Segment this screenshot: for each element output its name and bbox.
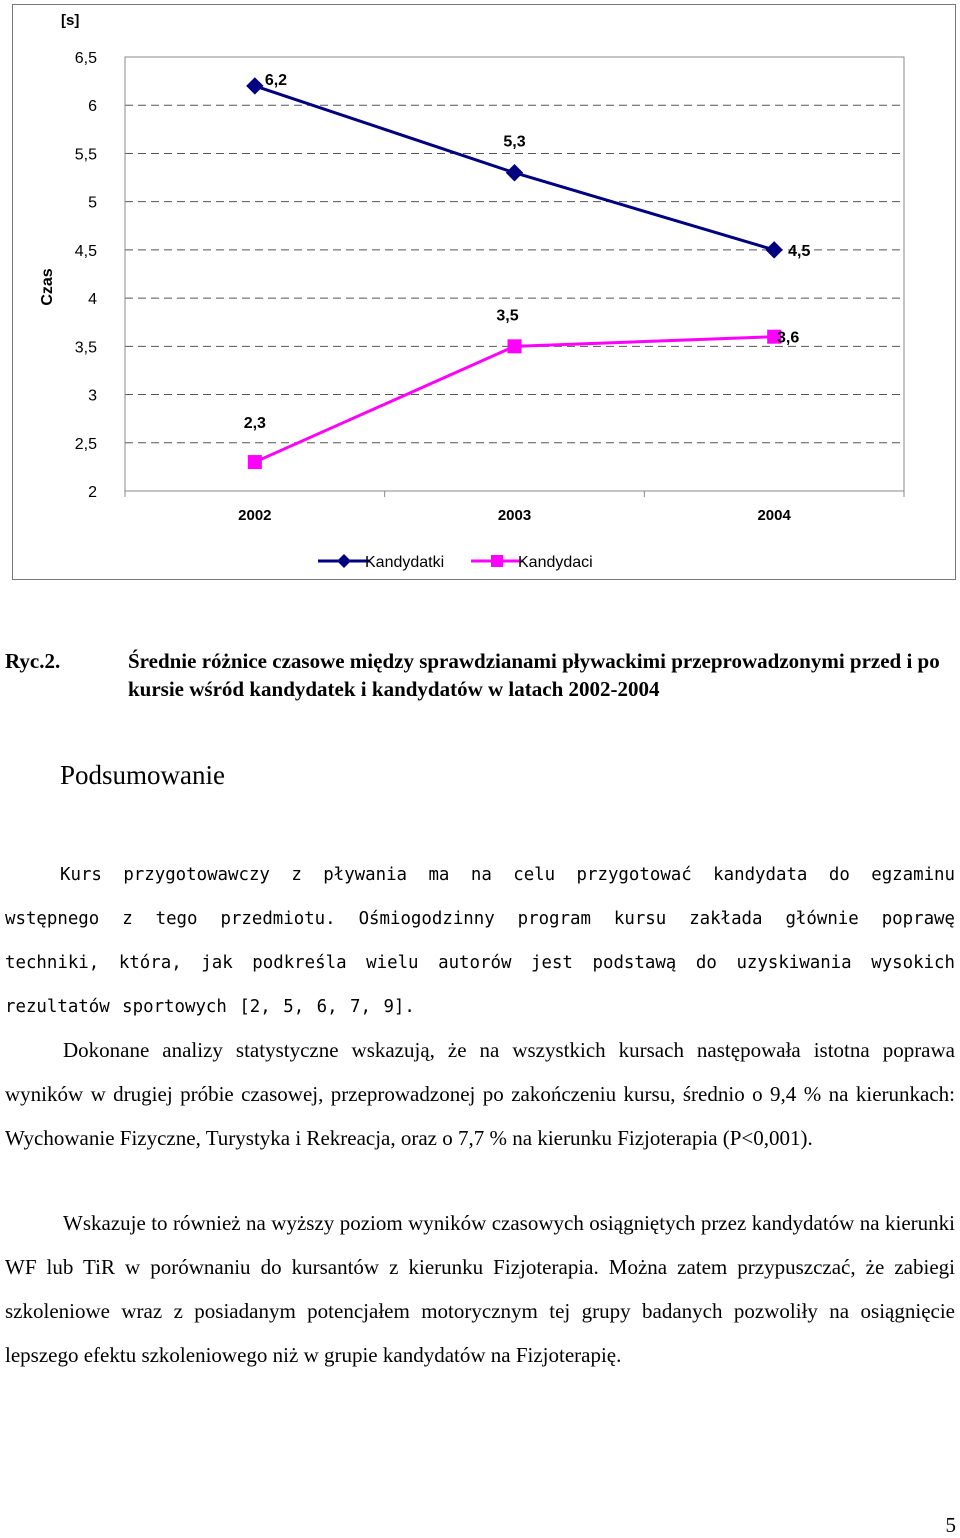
y-tick-label: 3 [88,387,97,405]
y-tick-label: 6,5 [74,50,97,67]
x-tick-label: 2002 [238,507,272,524]
paragraph-3: Wskazuje to również na wyższy poziom wyników czasowych osiągniętych przez kandydatów na kierunki WF lub TiR w porównaniu do kursantów z kierunku Fizjoterapia. Można zatem przypuszczać, że zabiegi szkoleniowe wraz z posiadanym potencjałem motorycznym tej grupy badanych pozwoliły na osiągnięcie lepszego efektu szkoleniowego niż w grupie kandydatów na Fizjoterapię. [5,1211,955,1367]
data-point-marker [508,339,522,353]
series-line-kandydaci [255,337,774,462]
y-tick-label: 3,5 [74,339,97,357]
data-label: 2,3 [243,415,266,433]
y-tick-label: 5,5 [74,146,97,164]
y-axis-label: Czas [39,268,56,306]
line-chart [13,5,955,579]
chart-frame [12,4,956,580]
x-tick-label: 2004 [757,507,791,524]
data-point-marker [248,455,262,469]
data-label: 5,3 [503,133,526,151]
legend-label: Kandydaci [518,554,593,571]
data-label: 4,5 [788,242,811,260]
y-tick-label: 4,5 [74,242,97,260]
section-heading: Podsumowanie [60,760,225,790]
figure-caption-text: Średnie różnice czasowe między sprawdzianami pływackimi przeprowadzonymi przed i po kursie wśród kandydatek i kandydatów w latach 2002-2004 [128,649,940,701]
y-tick-label: 6 [88,98,97,116]
data-point-marker [507,165,523,181]
y-tick-label: 2,5 [74,435,97,453]
figure-label: Ryc.2. [5,649,61,673]
x-tick-label: 2003 [497,507,532,524]
data-label: 3,5 [496,307,519,325]
legend-label: Kandydatki [365,554,445,571]
paragraph-1: Kurs przygotowawczy z pływania ma na celu przygotować kandydata do egzaminu wstępnego z tego przedmiotu. Ośmiogodzinny program kursu zakłada głównie poprawę techniki, która, jak podkreśla wielu autorów jest podstawą do uzyskiwania wysokich rezultatów sportowych [2, 5, 6, 7, 9]. [5,865,955,1017]
y-tick-label: 5 [88,194,97,212]
y-unit-label: [s] [61,12,80,29]
legend-marker [337,554,351,568]
paragraph-2: Dokonane analizy statystyczne wskazują, że na wszystkich kursach następowała istotna poprawa wyników w drugiej próbie czasowej, przeprowadzonej po zakończeniu kursu, średnio o 9,4 % na kierunkach: Wychowanie Fizyczne, Turystyka i Rekreacja, oraz o 7,7 % na kierunku Fizjoterapia (P<0,001). [5,1038,955,1150]
y-tick-label: 2 [88,484,97,501]
data-point-marker [766,242,782,258]
plot-area [125,57,904,491]
data-label: 3,6 [777,329,800,347]
data-label: 6,2 [264,71,288,89]
page-number: 5 [945,1513,956,1537]
y-tick-label: 4 [88,291,97,309]
data-point-marker [247,78,263,94]
legend-marker [491,555,503,567]
